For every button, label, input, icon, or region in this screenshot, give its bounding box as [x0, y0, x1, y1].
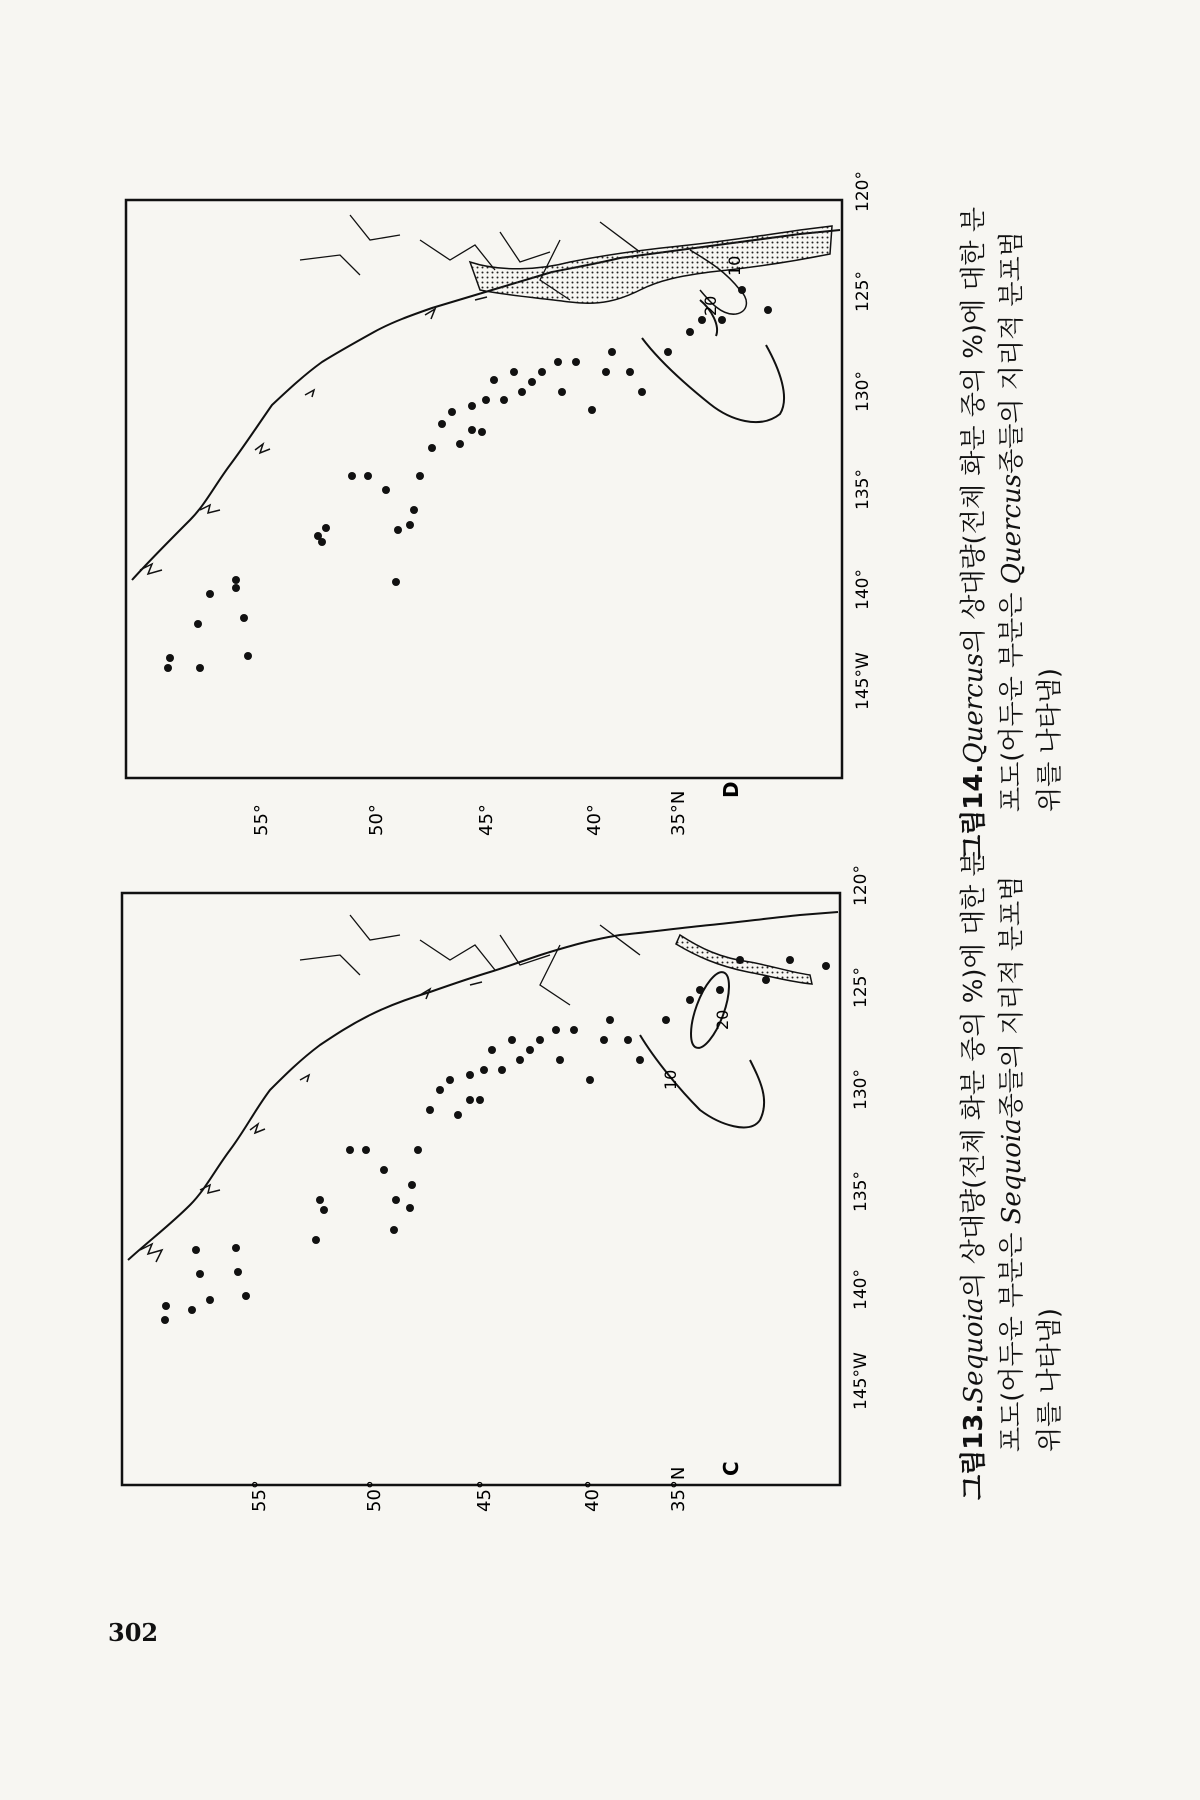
- map-c-lon-tick: 140°: [851, 1269, 871, 1310]
- map-d-lon-tick: 140°: [853, 569, 873, 610]
- caption-number: 그림14.: [959, 763, 989, 860]
- map-d-sample-points: [164, 286, 772, 672]
- map-d-quercus-range: [470, 226, 832, 303]
- caption-text: 의 상대량(전체 화분 중의 %)에 대한 분: [959, 851, 989, 1298]
- caption-line-1: [955, 800, 993, 1500]
- map-d-lat-tick: 45°: [476, 804, 497, 836]
- map-c-lon-tick: 135°: [851, 1171, 871, 1212]
- map-d-panel-label: D: [719, 781, 743, 798]
- caption-text: 종들의 지리적 분포범: [997, 875, 1027, 1119]
- caption-line-1: [955, 160, 993, 860]
- map-d-contour-10: [642, 338, 784, 422]
- figure-13-caption: [955, 800, 1069, 1500]
- caption-text: 위를 나타냄): [1035, 1308, 1065, 1452]
- caption-line-3: [1031, 160, 1069, 860]
- caption-taxon: Quercus: [997, 473, 1027, 585]
- map-c-lat-tick: 55°: [249, 1480, 270, 1512]
- map-c-lat-tick: 45°: [474, 1480, 495, 1512]
- figure-14-caption: [955, 160, 1069, 860]
- map-c-lon-tick: 120°: [851, 865, 871, 906]
- map-d-lon-tick: 125°: [853, 271, 873, 312]
- map-c-lon-tick: 145°W: [851, 1352, 871, 1410]
- map-d-lon-tick: 135°: [853, 469, 873, 510]
- caption-taxon: Quercus: [959, 653, 989, 764]
- map-c-contour-label-20: 20: [713, 1009, 732, 1030]
- map-c-lon-tick: 130°: [851, 1069, 871, 1110]
- caption-taxon: Sequoia: [997, 1118, 1027, 1225]
- map-c-lon-tick: 125°: [851, 967, 871, 1008]
- caption-text: 포도(어두운 부분은: [997, 584, 1027, 812]
- caption-text: 의 상대량(전체 화분 중의 %)에 대한 분: [959, 206, 989, 654]
- map-d-contour-label-20: 20: [701, 295, 720, 316]
- map-d-lat-tick: 55°: [251, 804, 272, 836]
- caption-taxon: Sequoia: [959, 1297, 989, 1404]
- map-d-lat-tick: 50°: [366, 804, 387, 836]
- map-c-lat-tick: 40°: [582, 1480, 603, 1512]
- map-c-lat-tick: 35°N: [668, 1466, 689, 1512]
- caption-text: 포도(어두운 부분은: [997, 1224, 1027, 1452]
- map-d-contour-label-10: 10: [725, 255, 744, 276]
- map-c-panel-label: C: [719, 1461, 743, 1476]
- caption-line-2: [993, 800, 1031, 1500]
- caption-text: 종들의 지리적 분포범: [997, 231, 1027, 474]
- caption-text: 위를 나타냄): [1035, 668, 1065, 812]
- caption-number: 그림13.: [959, 1403, 989, 1500]
- map-c-lat-tick: 50°: [364, 1480, 385, 1512]
- map-d-lat-tick: 35°N: [668, 790, 689, 836]
- map-d-lon-tick: 120°: [853, 171, 873, 212]
- caption-line-3: [1031, 800, 1069, 1500]
- caption-line-2: [993, 160, 1031, 860]
- map-d-lat-tick: 40°: [584, 804, 605, 836]
- map-c-contour-label-10: 10: [661, 1069, 680, 1090]
- map-d-lon-tick: 130°: [853, 371, 873, 412]
- map-d-lon-tick: 145°W: [853, 652, 873, 710]
- page-number: 302: [108, 1618, 159, 1647]
